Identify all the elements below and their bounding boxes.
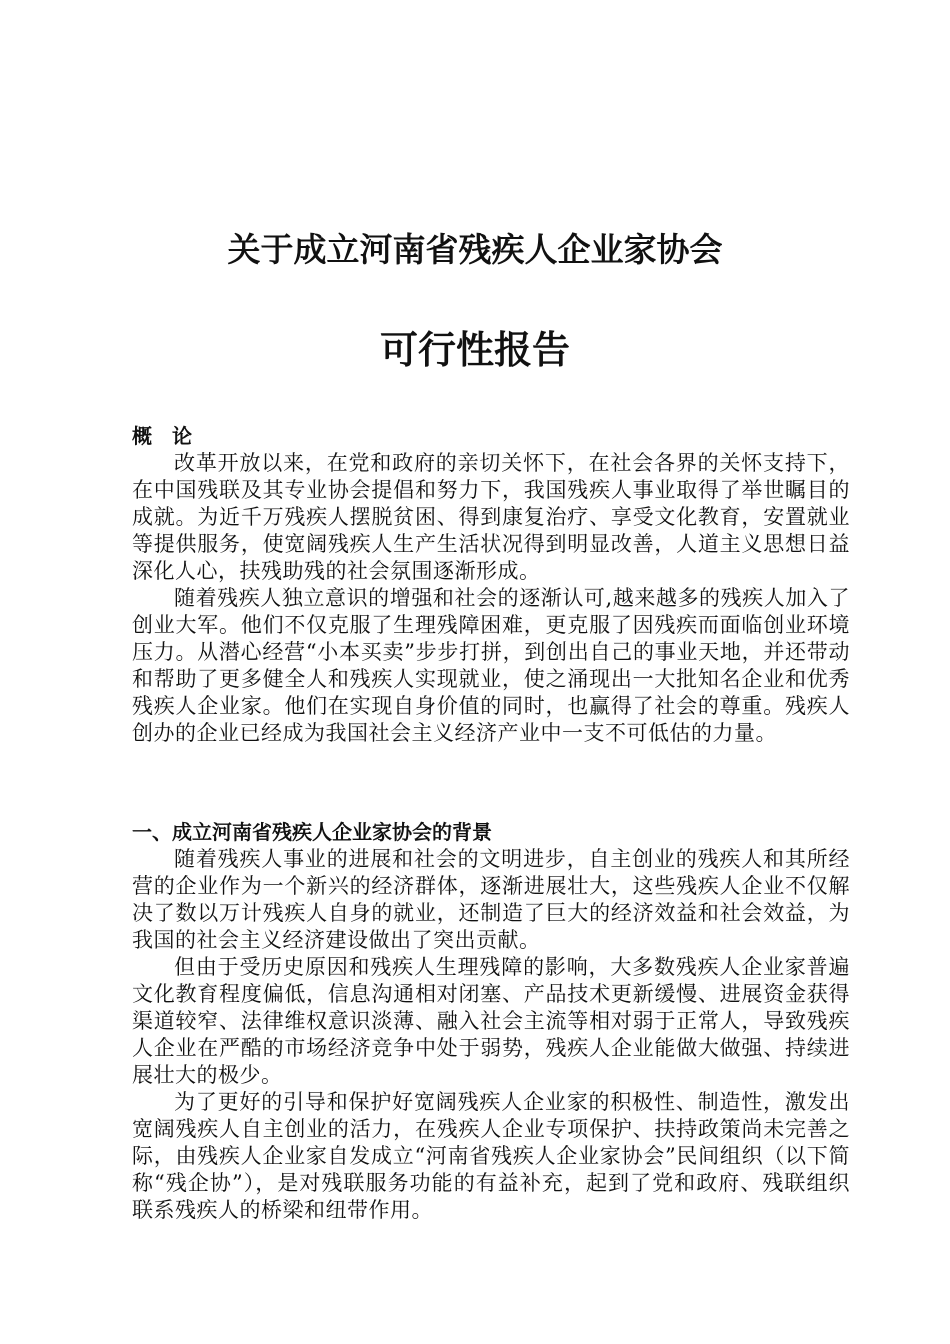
document-title-line1: 关于成立河南省残疾人企业家协会 xyxy=(227,230,723,269)
background-paragraph-2: 但由于受历史原因和残疾人生理残障的影响，大多数残疾人企业家普遍文化教育程度偏低，信息沟通相对闭塞、产品技术更新缓慢、进展资金获得渠道较窄、法律维权意识淡薄、融入社会主流等相对弱于正常人，导致残疾人企业在严酷的市场经济竞争中处于弱势，残疾人企业能做大做强、持续进展壮大的极少。 xyxy=(132,955,850,1087)
background-paragraph-3: 为了更好的引导和保护好宽阔残疾人企业家的积极性、制造性，激发出宽阔残疾人自主创业的活力，在残疾人企业专项保护、扶持政策尚未完善之际，由残疾人企业家自发成立“河南省残疾人企业家协会”民间组织（以下简称“残企协”），是对残联服务功能的有益补充，起到了党和政府、残联组织联系残疾人的桥梁和纽带作用。 xyxy=(132,1090,850,1222)
background-heading: 一、成立河南省残疾人企业家协会的背景 xyxy=(132,820,492,844)
background-section xyxy=(132,819,850,1224)
document-title-line2: 可行性报告 xyxy=(379,328,570,372)
overview-heading: 概 论 xyxy=(132,424,192,448)
overview-section xyxy=(132,423,850,747)
overview-paragraph-2: 随着残疾人独立意识的增强和社会的逐渐认可,越来越多的残疾人加入了创业大军。他们不仅克服了生理残障困难，更克服了因残疾而面临创业环境压力。从潜心经营“小本买卖”步步打拼，到创出自己的事业天地，并还带动和帮助了更多健全人和残疾人实现就业，使之涌现出一大批知名企业和优秀残疾人企业家。他们在实现自身价值的同时，也赢得了社会的尊重。残疾人创办的企业已经成为我国社会主义经济产业中一支不可低估的力量。 xyxy=(132,586,850,745)
background-paragraph-1: 随着残疾人事业的进展和社会的文明进步，自主创业的残疾人和其所经营的企业作为一个新兴的经济群体，逐渐进展壮大，这些残疾人企业不仅解决了数以万计残疾人自身的就业，还制造了巨大的经济效益和社会效益，为我国的社会主义经济建设做出了突出贡献。 xyxy=(132,847,850,952)
overview-paragraph-1: 改革开放以来，在党和政府的亲切关怀下，在社会各界的关怀支持下，在中国残联及其专业协会提倡和努力下，我国残疾人事业取得了举世瞩目的成就。为近千万残疾人摆脱贫困、得到康复治疗、享受文化教育，安置就业等提供服务，使宽阔残疾人生产生活状况得到明显改善，人道主义思想日益深化人心，扶残助残的社会氛围逐渐形成。 xyxy=(132,451,850,583)
